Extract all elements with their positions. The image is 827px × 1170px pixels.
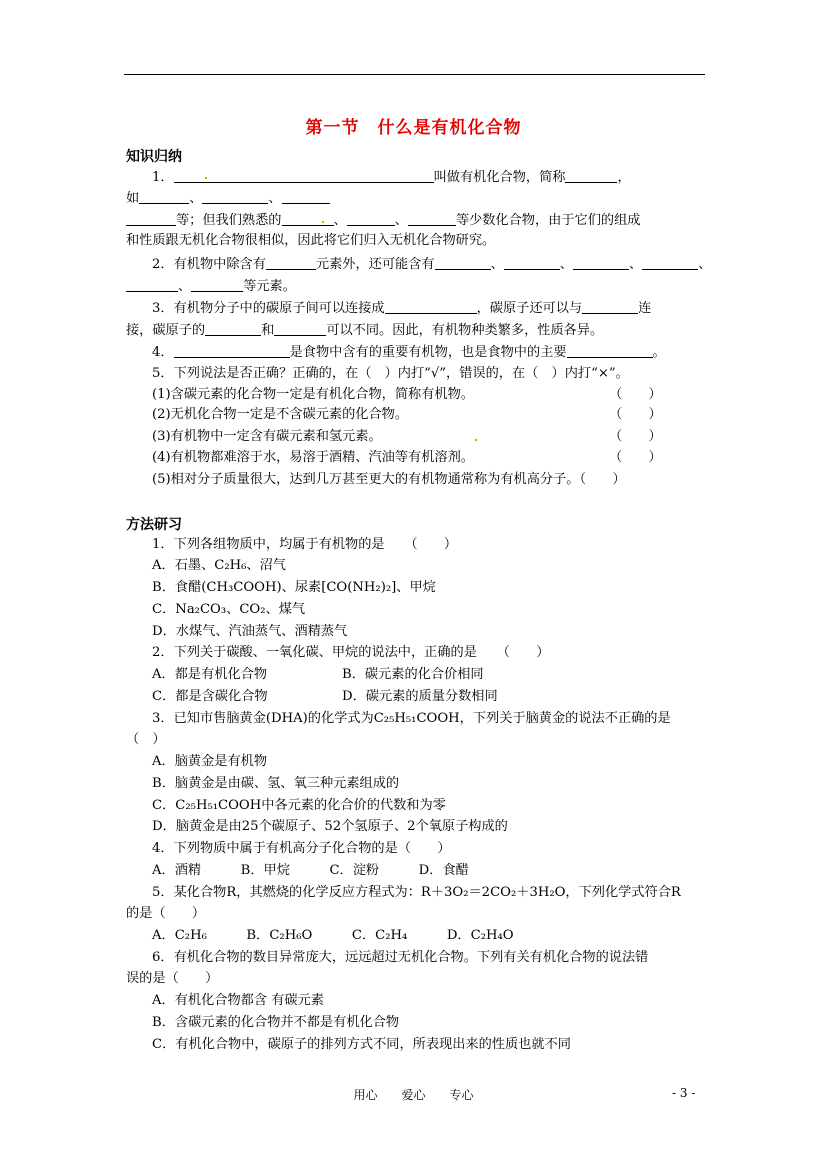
text: 和 bbox=[261, 323, 275, 338]
method-q6-paren: 误的是（ ） bbox=[126, 971, 219, 986]
stray-mark bbox=[205, 177, 207, 179]
text: 4． bbox=[152, 345, 174, 360]
answer-paren: （ ） bbox=[609, 407, 662, 422]
text: 、 bbox=[559, 257, 573, 272]
text: 等元素。 bbox=[243, 279, 296, 294]
method-q6-option-b: B．含碳元素的化合物并不都是有机化合物 bbox=[152, 1015, 400, 1030]
text: 等少数化合物，由于它们的组成 bbox=[455, 213, 641, 228]
text: 叫做有机化合物，简称 bbox=[433, 170, 566, 185]
method-q5: 5．某化合物R，其燃烧的化学反应方程式为：R＋3O₂＝2CO₂＋3H₂O，下列化学式符合R bbox=[152, 885, 681, 900]
blank bbox=[174, 343, 290, 358]
judge-item-3 bbox=[152, 428, 662, 446]
option-d: D．碳元素的质量分数相同 bbox=[342, 689, 498, 704]
method-q2: 2．下列关于碳酸、一氧化碳、甲烷的说法中，正确的是 （ ） bbox=[152, 645, 550, 660]
text: 、 bbox=[178, 279, 192, 294]
option-c: C．都是含碳化合物 bbox=[152, 689, 268, 704]
knowledge-q3-line1 bbox=[152, 299, 651, 318]
blank bbox=[282, 189, 330, 204]
answer-paren: （ ） bbox=[609, 429, 662, 444]
knowledge-q3-line2 bbox=[126, 321, 603, 340]
knowledge-q2-line1 bbox=[152, 255, 711, 274]
text: 接，碳原子的 bbox=[126, 323, 206, 338]
knowledge-q5: 5．下列说法是否正确？正确的，在（ ）内打“√”，错误的，在（ ）内打“×”。 bbox=[152, 366, 629, 381]
text: 可以不同。因此，有机物种类繁多，性质各异。 bbox=[326, 323, 604, 338]
text: 元素外，还可能含有 bbox=[315, 257, 435, 272]
method-q3-option-a: A．脑黄金是有机物 bbox=[152, 754, 268, 769]
blank bbox=[126, 211, 176, 226]
blank bbox=[139, 189, 189, 204]
text: ，碳原子还可以与 bbox=[476, 301, 583, 316]
text: 。 bbox=[652, 345, 666, 360]
page-title: 第一节 什么是有机化合物 bbox=[305, 118, 522, 138]
text: 连 bbox=[638, 301, 652, 316]
knowledge-q1-line4: 和性质跟无机化合物很相似，因此将它们归入无机化合物研究。 bbox=[126, 233, 496, 248]
knowledge-q2-line2 bbox=[126, 277, 296, 296]
text: 3．有机物分子中的碳原子间可以连接成 bbox=[152, 301, 385, 316]
method-q3: 3．已知市售脑黄金(DHA)的化学式为C₂₅H₅₁COOH，下列关于脑黄金的说法不正确的是 bbox=[152, 711, 671, 726]
blank bbox=[191, 277, 243, 292]
blank bbox=[567, 343, 653, 358]
method-q3-option-b: B．脑黄金是由碳、氢、氧三种元素组成的 bbox=[152, 776, 400, 791]
method-q6: 6．有机化合物的数目异常庞大，远远超过无机化合物。下列有关有机化合物的说法错 bbox=[152, 950, 649, 965]
blank bbox=[573, 255, 629, 270]
item-text: (1)含碳元素的化合物一定是有机化合物，简称有机物。 bbox=[152, 387, 474, 402]
blank bbox=[435, 255, 491, 270]
item-text: (2)无机化合物一定是不含碳元素的化合物。 bbox=[152, 407, 409, 422]
footer-motto: 用心 爱心 专心 bbox=[353, 1088, 474, 1102]
method-q3-option-d: D．脑黄金是由25个碳原子、52个氢原子、2个氧原子构成的 bbox=[152, 819, 508, 834]
blank bbox=[202, 189, 268, 204]
item-text: (4)有机物都难溶于水，易溶于酒精、汽油等有机溶剂。 bbox=[152, 450, 474, 465]
judge-item-2 bbox=[152, 406, 662, 424]
method-q5-options: A．C₂H₆ B．C₂H₆O C．C₂H₄ D．C₂H₄O bbox=[152, 928, 514, 943]
method-q1-option-b: B．食醋(CH₃COOH)、尿素[CO(NH₂)₂]、甲烷 bbox=[152, 580, 436, 595]
blank bbox=[174, 168, 434, 183]
method-q5-paren: 的是（ ） bbox=[126, 906, 206, 921]
blank bbox=[565, 168, 617, 183]
option-b: B．碳元素的化合价相同 bbox=[342, 667, 484, 682]
text: 、 bbox=[333, 213, 347, 228]
method-q1-option-d: D．水煤气、汽油蒸气、酒精蒸气 bbox=[152, 624, 348, 639]
stray-mark bbox=[475, 439, 477, 441]
text: 、 bbox=[628, 257, 643, 272]
section-heading-method: 方法研习 bbox=[126, 517, 182, 533]
method-q3-paren: （ ） bbox=[126, 732, 166, 747]
judge-item-1 bbox=[152, 386, 662, 404]
text: 、 bbox=[394, 213, 408, 228]
blank bbox=[274, 321, 326, 336]
text: 、 bbox=[189, 191, 203, 206]
header-rule bbox=[124, 74, 705, 75]
option-a: A．都是有机化合物 bbox=[152, 667, 268, 682]
blank bbox=[126, 277, 178, 292]
text: 等；但我们熟悉的 bbox=[176, 213, 282, 228]
item-text: (3)有机物中一定含有碳元素和氢元素。 bbox=[152, 429, 382, 444]
method-q1-option-a: A．石墨、C₂H₆、沼气 bbox=[152, 558, 286, 573]
text: 是食物中含有的重要有机物，也是食物中的主要 bbox=[289, 345, 567, 360]
judge-item-5: (5)相对分子质量很大，达到几万甚至更大的有机物通常称为有机高分子。（ ） bbox=[152, 472, 626, 487]
answer-paren: （ ） bbox=[609, 450, 662, 465]
knowledge-q1-line3 bbox=[126, 211, 641, 230]
method-q6-option-c: C．有机化合物中，碳原子的排列方式不同，所表现出来的性质也就不同 bbox=[152, 1037, 571, 1052]
text: ， bbox=[617, 170, 631, 185]
method-q1: 1．下列各组物质中，均属于有机物的是 （ ） bbox=[152, 537, 458, 552]
text: 2．有机物中除含有 bbox=[152, 257, 266, 272]
text: 、 bbox=[698, 257, 712, 272]
text: 、 bbox=[268, 191, 282, 206]
method-q1-option-c: C．Na₂CO₃、CO₂、煤气 bbox=[152, 602, 306, 617]
answer-paren: （ ） bbox=[609, 387, 662, 402]
blank bbox=[347, 211, 395, 226]
blank bbox=[385, 299, 477, 314]
text: 、 bbox=[490, 257, 504, 272]
method-q4: 4．下列物质中属于有机高分子化合物的是（ ） bbox=[152, 841, 451, 856]
knowledge-q4 bbox=[152, 343, 666, 362]
method-q2-options-cd bbox=[152, 688, 498, 706]
blank bbox=[282, 211, 334, 226]
stray-mark bbox=[322, 221, 324, 223]
method-q3-option-c: C．C₂₅H₅₁COOH中各元素的化合价的代数和为零 bbox=[152, 798, 446, 813]
section-heading-knowledge: 知识归纳 bbox=[126, 149, 182, 165]
blank bbox=[266, 255, 316, 270]
blank bbox=[205, 321, 261, 336]
knowledge-q1-line2 bbox=[126, 189, 330, 208]
method-q4-options: A．酒精 B．甲烷 C．淀粉 D．食醋 bbox=[152, 863, 469, 878]
blank bbox=[582, 299, 638, 314]
knowledge-q1-line1 bbox=[152, 168, 631, 187]
q-number: 1． bbox=[152, 170, 174, 185]
page-number: - 3 - bbox=[672, 1086, 696, 1100]
blank bbox=[504, 255, 560, 270]
text: 如 bbox=[126, 191, 140, 206]
judge-item-4 bbox=[152, 449, 662, 467]
blank bbox=[408, 211, 456, 226]
method-q6-option-a: A．有机化合物都含 有碳元素 bbox=[152, 993, 324, 1008]
method-q2-options-ab bbox=[152, 666, 484, 684]
blank bbox=[642, 255, 698, 270]
